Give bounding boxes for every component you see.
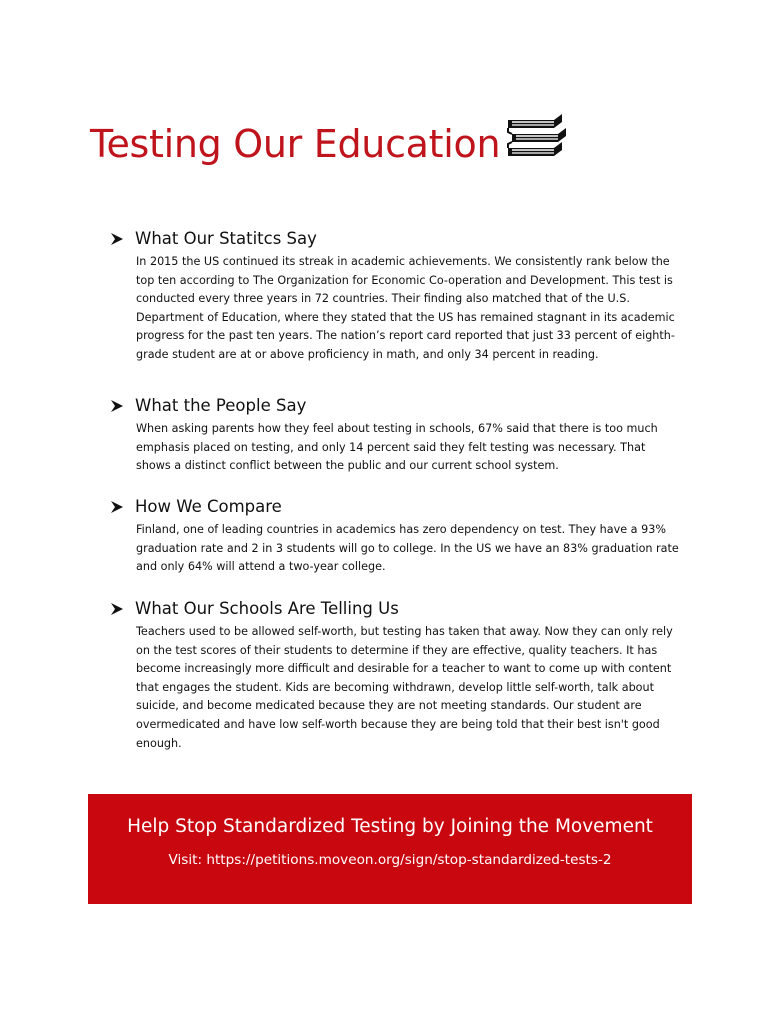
section-heading-text: How We Compare: [135, 497, 282, 516]
call-to-action-banner: [88, 794, 692, 904]
page-title: Testing Our Education: [90, 122, 501, 167]
section-heading: [110, 396, 680, 416]
arrowhead-bullet-icon: [110, 602, 124, 616]
arrowhead-bullet-icon: [110, 500, 124, 514]
section-schools: [110, 599, 680, 753]
books-icon: [504, 112, 568, 160]
section-heading: [110, 599, 680, 619]
section-body: In 2015 the US continued its streak in academic achievements. We consistently rank below the top ten according to The Organization for Economic Co-operation and Development. This test is conducted every three years in 72 countries. Their finding also matched that of the U.S. Department of Education, where they stated that the US has remained stagnant in its academic progress for the past ten years. The nation’s report card reported that just 33 percent of eighth-grade student are at or above proficiency in math, and only 34 percent in reading.: [136, 255, 675, 361]
section-people: [110, 396, 680, 476]
section-compare: [110, 497, 680, 577]
section-heading-text: What Our Schools Are Telling Us: [135, 599, 399, 618]
section-body: Finland, one of leading countries in academics has zero dependency on test. They have a 93% graduation rate and 2 in 3 students will go to college. In the US we have an 83% graduation rate and only 64% will attend a two-year college.: [136, 523, 679, 574]
petition-link[interactable]: Visit: https://petitions.moveon.org/sign/stop-standardized-tests-2: [168, 852, 612, 868]
arrowhead-bullet-icon: [110, 232, 124, 246]
section-body: When asking parents how they feel about testing in schools, 67% said that there is too much emphasis placed on testing, and only 14 percent said they felt testing was necessary. That shows a distinct conflict between the public and our current school system.: [136, 422, 658, 473]
section-heading: [110, 229, 680, 249]
section-heading-text: What the People Say: [135, 396, 307, 415]
section-statistics: [110, 229, 680, 365]
arrowhead-bullet-icon: [110, 399, 124, 413]
cta-heading: Help Stop Standardized Testing by Joining the Movement: [127, 816, 653, 837]
section-body: Teachers used to be allowed self-worth, but testing has taken that away. Now they can only rely on the test scores of their students to determine if they are effective, quality teachers. It has become increasingly more difficult and desirable for a teacher to want to come up with content that engages the student. Kids are becoming withdrawn, develop little self-worth, talk about suicide, and become medicated because they are not meeting standards. Our student are overmedicated and have low self-worth because they are being told that their best isn't good enough.: [136, 625, 673, 750]
section-heading: [110, 497, 680, 517]
title-row: [90, 112, 568, 166]
section-heading-text: What Our Statitcs Say: [135, 229, 317, 248]
